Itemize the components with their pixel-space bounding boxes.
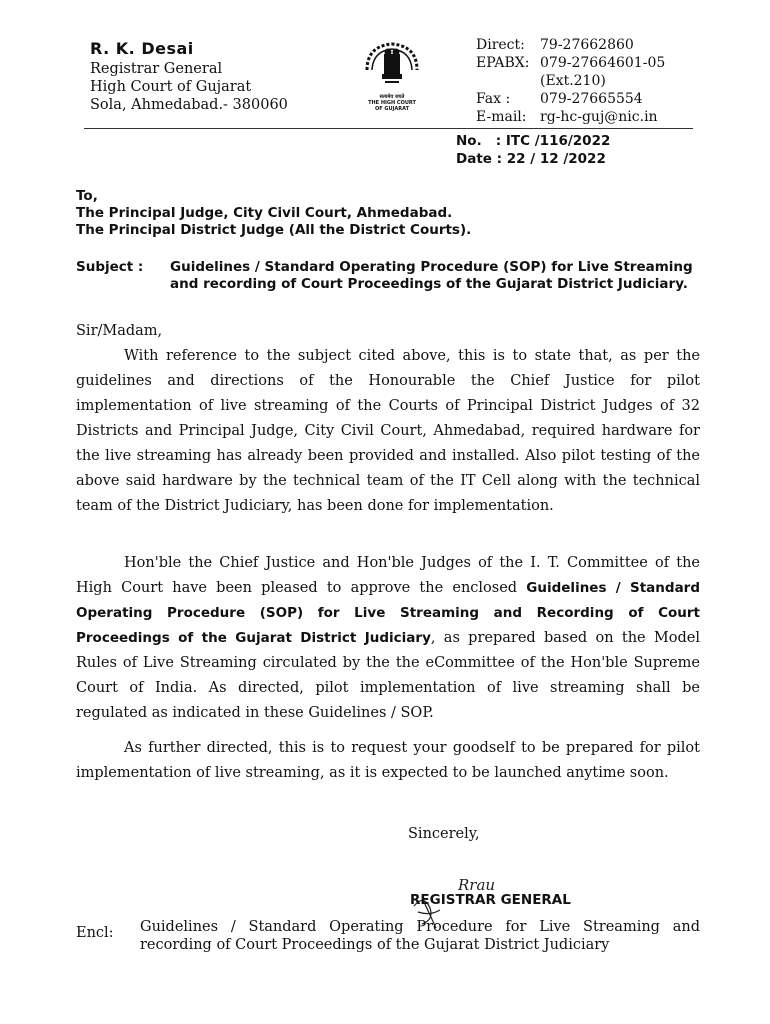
direct-label: Direct: bbox=[476, 37, 525, 53]
subject-block bbox=[76, 259, 700, 293]
court-emblem bbox=[352, 40, 432, 112]
sender-designation: Registrar General bbox=[90, 61, 223, 77]
letter-date: Date : 22 / 12 /2022 bbox=[456, 151, 606, 167]
email-label: E-mail: bbox=[476, 109, 527, 125]
fax-number: 079-27665554 bbox=[540, 91, 643, 107]
reference-block bbox=[456, 132, 610, 168]
addressee-block bbox=[76, 188, 471, 239]
epabx-extension: (Ext.210) bbox=[540, 73, 606, 89]
contact-block bbox=[476, 36, 665, 126]
body-paragraph-1 bbox=[76, 344, 700, 519]
subject-text: Guidelines / Standard Operating Procedure (SOP) for Live Streaming and recording of Court Proceedings of the Gujarat District Judiciary. bbox=[170, 259, 693, 292]
email-address: rg-hc-guj@nic.in bbox=[540, 109, 658, 125]
sender-block bbox=[90, 40, 288, 114]
reference-number: No. : ITC /116/2022 bbox=[456, 133, 611, 149]
signatory-designation: REGISTRAR GENERAL bbox=[410, 892, 571, 908]
enclosure-label: Encl: bbox=[76, 925, 114, 941]
direct-phone: 79-27662860 bbox=[540, 37, 634, 53]
epabx-phone: 079-27664601-05 bbox=[540, 55, 666, 71]
signature-text: Rrau bbox=[458, 876, 496, 894]
body-paragraph-2-start: Hon'ble the Chief Justice and Hon'ble Judges of the I. T. Committee of the High Court have been pleased to approve the enclosed bbox=[76, 555, 700, 596]
body-paragraph-2-end: , as prepared based on the Model Rules of Live Streaming circulated by the the eCommittee of the Hon'ble Supreme Court of India. As directed, pilot implementation of live streaming shall be regulated as indicated in these Guidelines / SOP. bbox=[76, 630, 700, 721]
body-paragraph-3 bbox=[76, 736, 700, 786]
fax-label: Fax : bbox=[476, 91, 511, 107]
enclosure-text: Guidelines / Standard Operating Procedure for Live Streaming and recording of Court Proceedings of the Gujarat District Judiciary bbox=[140, 919, 700, 953]
body-paragraph-2-bold: Guidelines / Standard Operating Procedure (SOP) for Live Streaming and Recording of Court Proceedings of the Gujarat District Judiciary bbox=[76, 580, 700, 646]
sender-name: R. K. Desai bbox=[90, 39, 194, 58]
addressee-line-2: The Principal District Judge (All the District Courts). bbox=[76, 222, 472, 238]
letterhead-divider bbox=[84, 128, 693, 129]
emblem-caption-2: OF GUJARAT bbox=[374, 106, 410, 112]
emblem-caption-1: THE HIGH COURT bbox=[368, 100, 416, 106]
sender-office: High Court of Gujarat bbox=[90, 79, 252, 95]
addressee-line-1: The Principal Judge, City Civil Court, Ahmedabad. bbox=[76, 205, 453, 221]
addressee-to: To, bbox=[76, 188, 98, 204]
body-paragraph-3-text: As further directed, this is to request your goodself to be prepared for pilot implementation of live streaming, as it is expected to be launched anytime soon. bbox=[76, 740, 700, 781]
emblem-icon bbox=[363, 40, 421, 94]
salutation: Sir/Madam, bbox=[76, 323, 163, 339]
epabx-label: EPABX: bbox=[476, 55, 530, 71]
sender-address: Sola, Ahmedabad.- 380060 bbox=[90, 97, 288, 113]
body-paragraph-2 bbox=[76, 551, 700, 726]
body-paragraph-1-text: With reference to the subject cited above, this is to state that, as per the guidelines and directions of the Honourable the Chief Justice for pilot implementation of live streaming of the Courts of Principal District Judges of 32 Districts and Principal Judge, City Civil Court, Ahmedabad, required hardware for the live streaming has already been provided and installed. Also pilot testing of the above said hardware by the technical team of the IT Cell along with the technical team of the District Judiciary, has been done for implementation. bbox=[76, 348, 700, 514]
closing-sincerely: Sincerely, bbox=[408, 826, 480, 842]
subject-label: Subject : bbox=[76, 259, 144, 275]
emblem-motto: सत्यमेव जयते bbox=[379, 94, 405, 100]
